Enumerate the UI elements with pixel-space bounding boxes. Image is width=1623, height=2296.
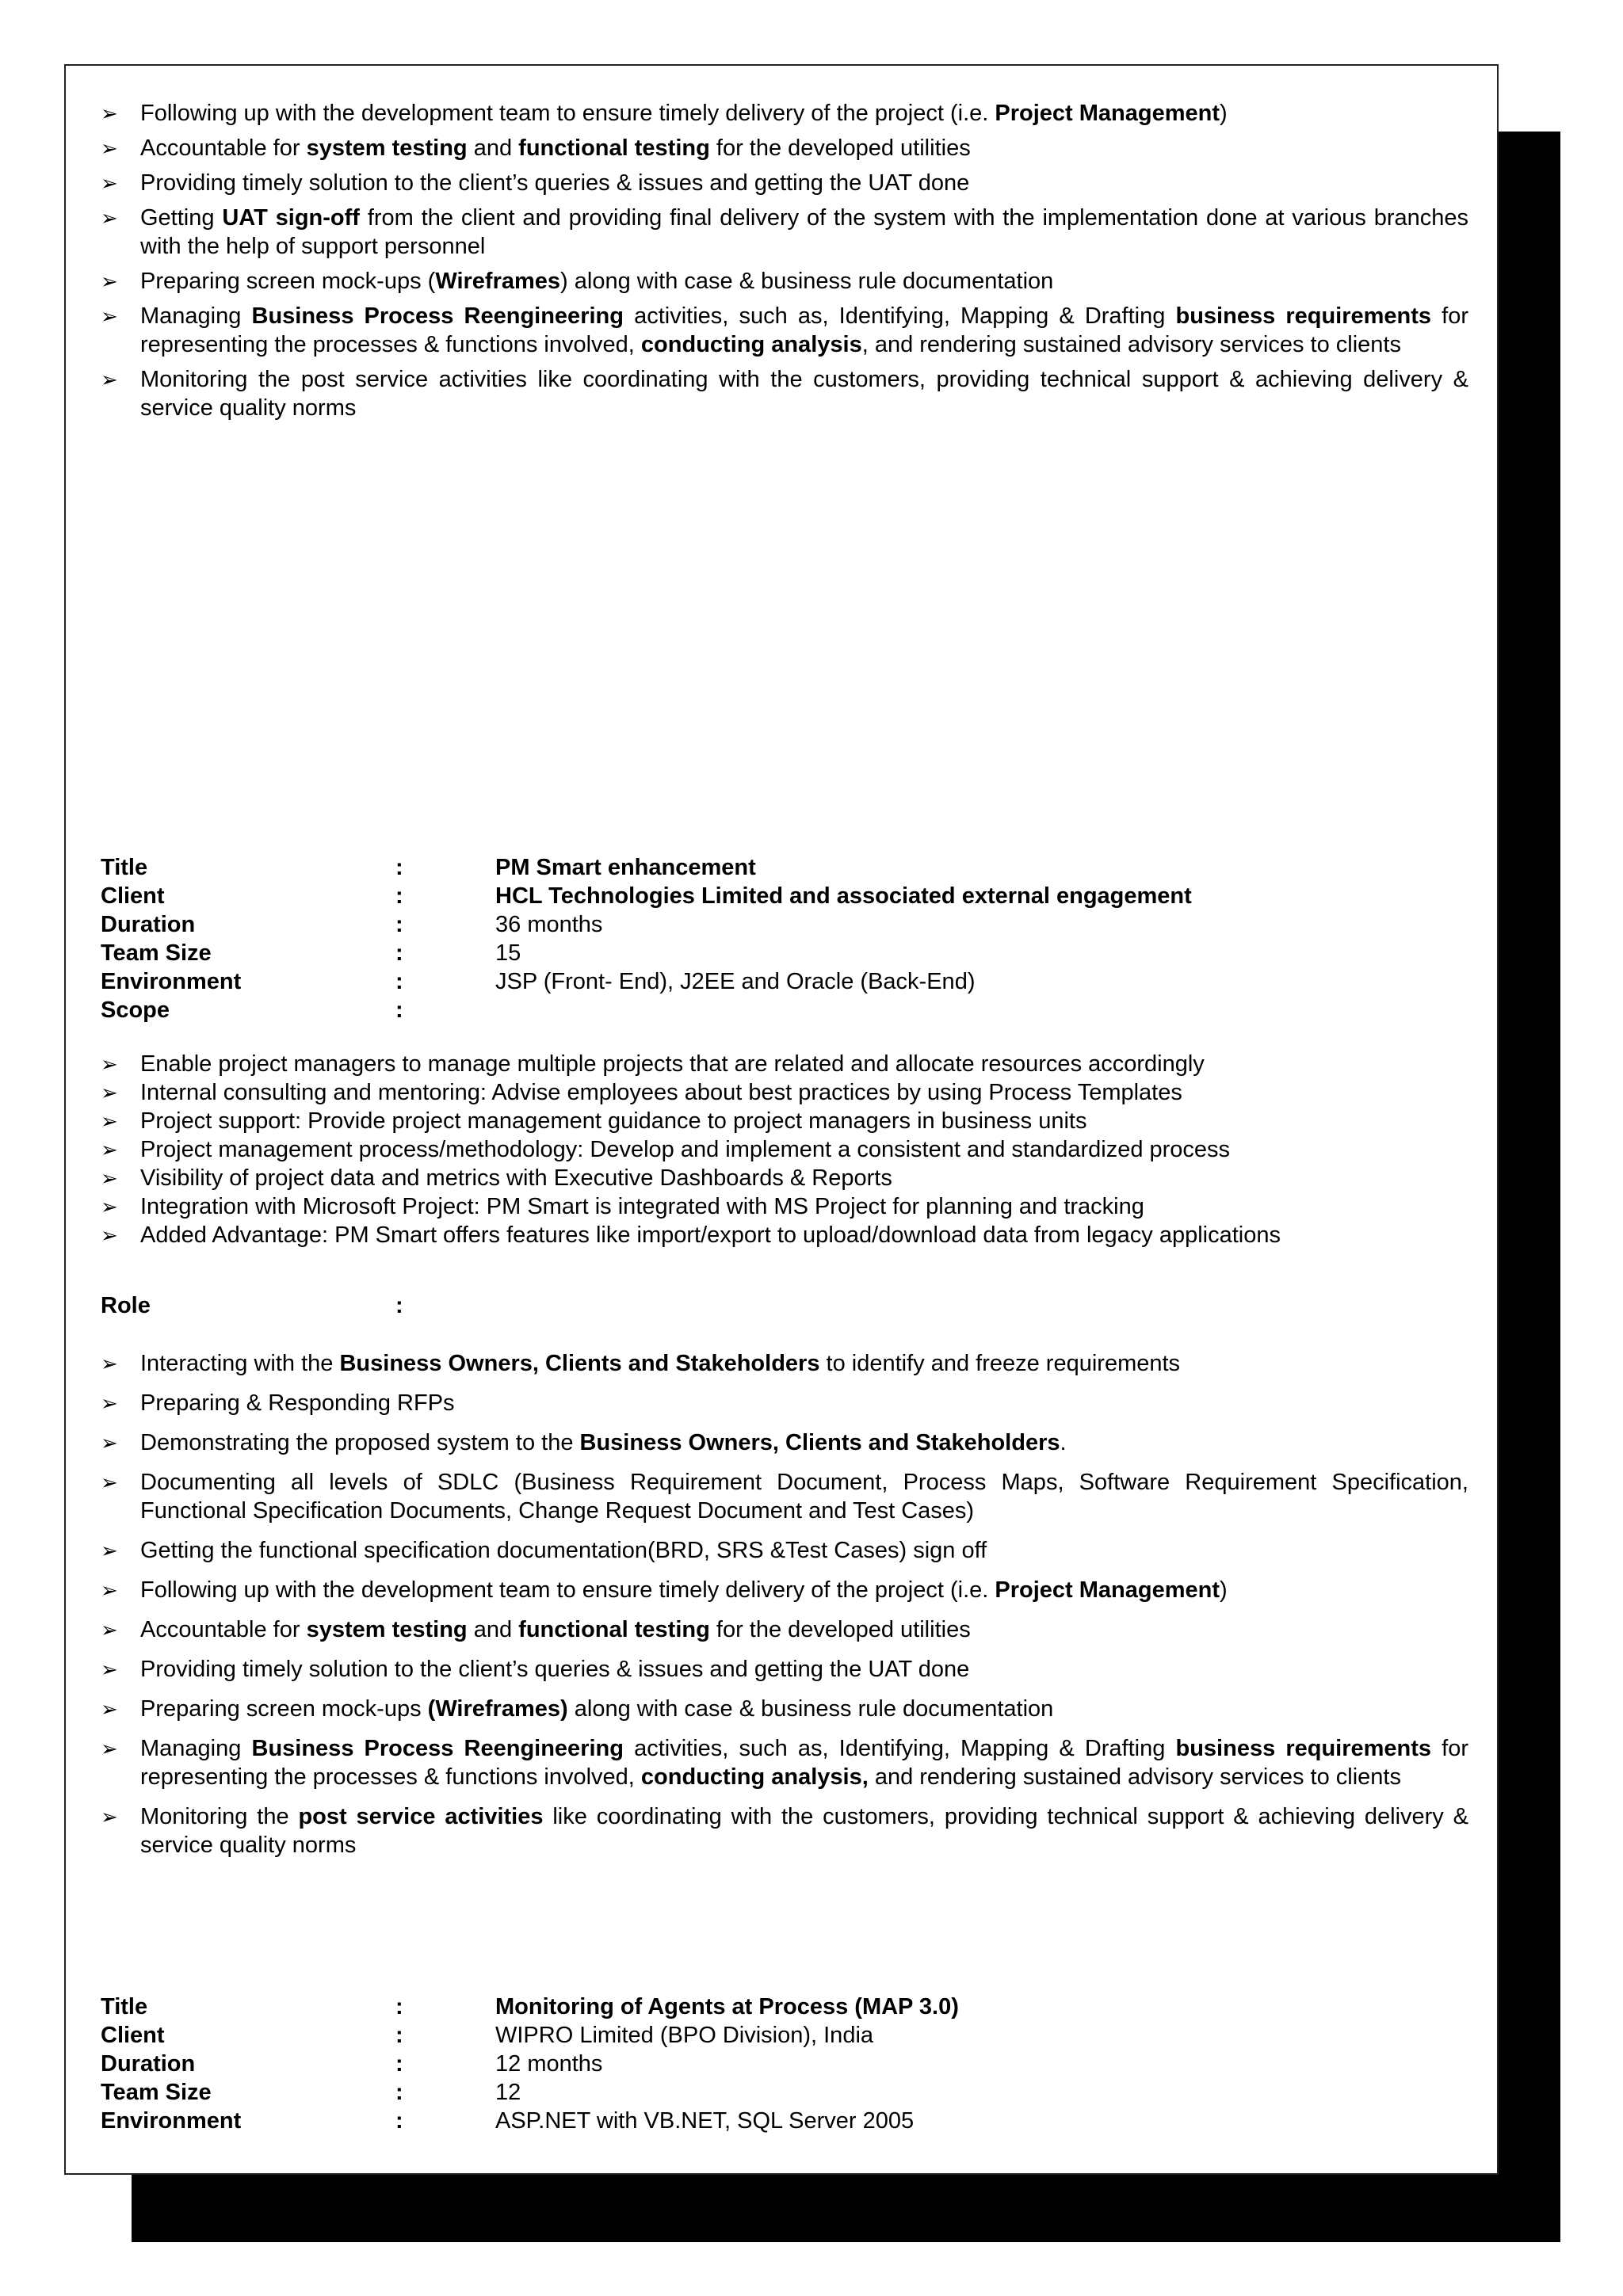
- bullet-item: [101, 1389, 1468, 1417]
- arrow-bullet-icon: ➢: [101, 1166, 118, 1190]
- text: Following up with the development team to ensure timely delivery of the project (i.e.: [140, 1577, 995, 1603]
- detail-row: [101, 1993, 959, 2021]
- text: , and rendering sustained advisory services to clients: [861, 332, 1401, 357]
- text: Getting the functional specification documentation(BRD, SRS &Test Cases) sign off: [140, 1538, 987, 1563]
- arrow-bullet-icon: ➢: [101, 1618, 118, 1642]
- detail-label: Title: [101, 1994, 148, 2019]
- text: Project support: Provide project management guidance to project managers in business units: [140, 1108, 1087, 1134]
- bold-text: Business Process Reengineering: [251, 1736, 624, 1761]
- text: to identify and freeze requirements: [819, 1351, 1181, 1376]
- detail-value: 12: [495, 2080, 521, 2105]
- bullet-item: [101, 1192, 1468, 1221]
- arrow-bullet-icon: ➢: [101, 304, 118, 328]
- bold-text: system testing: [306, 135, 468, 161]
- page-shadow-right: [1499, 132, 1560, 2242]
- text: Integration with Microsoft Project: PM Smart is integrated with MS Project for planning and tracking: [140, 1194, 1144, 1219]
- bold-text: Business Owners, Clients and Stakeholders: [339, 1351, 820, 1376]
- bullet-item: [101, 1428, 1468, 1457]
- bullet-item: [101, 134, 1468, 162]
- text: Project management process/methodology: Develop and implement a consistent and standardized process: [140, 1137, 1231, 1162]
- text: ): [1220, 101, 1228, 126]
- detail-label: Scope: [101, 997, 170, 1023]
- detail-label: Team Size: [101, 2080, 212, 2105]
- arrow-bullet-icon: ➢: [101, 1539, 118, 1562]
- arrow-bullet-icon: ➢: [101, 206, 118, 230]
- text: Managing: [140, 303, 252, 329]
- detail-colon: :: [395, 883, 403, 909]
- project-1-meta-table: [101, 853, 1192, 1024]
- detail-value: ASP.NET with VB.NET, SQL Server 2005: [495, 2108, 915, 2134]
- text: Internal consulting and mentoring: Advise employees about best practices by using Process Templates: [140, 1080, 1182, 1105]
- text: and rendering sustained advisory services to clients: [868, 1764, 1401, 1790]
- bullet-item: [101, 1221, 1468, 1249]
- arrow-bullet-icon: ➢: [101, 269, 118, 293]
- project-1-scope-list: [101, 1050, 1468, 1249]
- text: Interacting with the: [140, 1351, 340, 1376]
- detail-value: 36 months: [495, 912, 603, 937]
- text: for representing the processes & functions involved,: [140, 303, 1469, 357]
- bold-text: functional testing: [518, 135, 710, 161]
- arrow-bullet-icon: ➢: [101, 1391, 118, 1415]
- text: like coordinating with the customers, providing technical support & achieving delivery & service quality norms: [140, 1804, 1468, 1858]
- arrow-bullet-icon: ➢: [101, 1470, 118, 1494]
- role-colon: :: [395, 1293, 403, 1318]
- bold-text: conducting analysis,: [640, 1764, 869, 1790]
- detail-row: [101, 996, 1192, 1024]
- bullet-item: [101, 99, 1468, 128]
- detail-colon: :: [395, 912, 403, 937]
- detail-label: Client: [101, 883, 165, 909]
- detail-value: 12 months: [495, 2051, 603, 2077]
- text: for the developed utilities: [709, 135, 971, 161]
- bullet-item: [101, 1135, 1468, 1164]
- page-shadow-bottom: [132, 2175, 1560, 2242]
- detail-colon: :: [395, 940, 403, 966]
- detail-row: [101, 967, 1192, 996]
- detail-value: WIPRO Limited (BPO Division), India: [495, 2023, 874, 2048]
- arrow-bullet-icon: ➢: [101, 1109, 118, 1133]
- detail-value: PM Smart enhancement: [495, 855, 756, 880]
- bold-text: Wireframes: [435, 269, 561, 294]
- bold-text: functional testing: [518, 1617, 710, 1642]
- text: and: [467, 1617, 519, 1642]
- text: for representing the processes & functions involved,: [140, 1736, 1469, 1790]
- detail-colon: :: [395, 2051, 403, 2077]
- detail-value: Monitoring of Agents at Process (MAP 3.0): [495, 1994, 959, 2019]
- text: Visibility of project data and metrics with Executive Dashboards & Reports: [140, 1165, 892, 1191]
- arrow-bullet-icon: ➢: [101, 1052, 118, 1076]
- detail-label: Team Size: [101, 940, 212, 966]
- project-1-details: [101, 853, 1468, 1024]
- bullet-item: [101, 1655, 1468, 1684]
- arrow-bullet-icon: ➢: [101, 1578, 118, 1602]
- arrow-bullet-icon: ➢: [101, 101, 118, 125]
- bullet-item: [101, 1536, 1468, 1565]
- detail-label: Environment: [101, 2108, 242, 2134]
- bullet-item: [101, 1050, 1468, 1078]
- text: Preparing screen mock-ups (: [140, 269, 436, 294]
- detail-colon: :: [395, 997, 403, 1023]
- project-1-role-heading: [101, 1291, 1468, 1320]
- text: Managing: [140, 1736, 252, 1761]
- text: ) along with case & business rule documentation: [560, 269, 1054, 294]
- bullet-item: [101, 204, 1468, 261]
- detail-row: [101, 910, 1192, 939]
- detail-value: HCL Technologies Limited and associated external engagement: [495, 883, 1192, 909]
- bullet-item: [101, 1468, 1468, 1525]
- bullet-item: [101, 1734, 1468, 1791]
- arrow-bullet-icon: ➢: [101, 1195, 118, 1219]
- bold-text: Project Management: [995, 101, 1220, 126]
- text: activities, such as, Identifying, Mapping & Drafting: [623, 1736, 1176, 1761]
- text: Enable project managers to manage multiple projects that are related and allocate resources accordingly: [140, 1051, 1205, 1077]
- resume-page: [64, 64, 1499, 2175]
- bold-text: business requirements: [1175, 1736, 1432, 1761]
- text: Accountable for: [140, 1617, 307, 1642]
- bullet-item: [101, 365, 1468, 422]
- bullet-item: [101, 1695, 1468, 1723]
- arrow-bullet-icon: ➢: [101, 368, 118, 391]
- project-2-details: [101, 1993, 1468, 2135]
- text: ): [1220, 1577, 1228, 1603]
- bold-text: Business Process Reengineering: [251, 303, 624, 329]
- detail-row: [101, 939, 1192, 967]
- detail-label: Duration: [101, 912, 196, 937]
- detail-label: Environment: [101, 969, 242, 994]
- detail-value: JSP (Front- End), J2EE and Oracle (Back-End): [495, 969, 976, 994]
- text: for the developed utilities: [709, 1617, 971, 1642]
- detail-label: Client: [101, 2023, 165, 2048]
- detail-row: [101, 2021, 959, 2050]
- text: Monitoring the: [140, 1804, 299, 1829]
- bullet-item: [101, 1576, 1468, 1604]
- bold-text: UAT sign-off: [222, 205, 360, 231]
- text: Preparing screen mock-ups: [140, 1696, 428, 1722]
- text: Added Advantage: PM Smart offers features like import/export to upload/download data from legacy applications: [140, 1222, 1281, 1248]
- arrow-bullet-icon: ➢: [101, 1657, 118, 1681]
- role-label: Role: [101, 1293, 151, 1318]
- bold-text: post service activities: [298, 1804, 544, 1829]
- project-2-meta-table: [101, 1993, 959, 2135]
- detail-colon: :: [395, 2080, 403, 2105]
- text: along with case & business rule documentation: [567, 1696, 1054, 1722]
- arrow-bullet-icon: ➢: [101, 1223, 118, 1247]
- bullet-item: [101, 1164, 1468, 1192]
- detail-row: [101, 2050, 959, 2078]
- detail-colon: :: [395, 969, 403, 994]
- bullet-item: [101, 1615, 1468, 1644]
- bullet-item: [101, 1349, 1468, 1378]
- text: Accountable for: [140, 135, 307, 161]
- arrow-bullet-icon: ➢: [101, 1431, 118, 1455]
- detail-colon: :: [395, 1994, 403, 2019]
- detail-row: [101, 853, 1192, 882]
- bullet-item: [101, 1107, 1468, 1135]
- detail-row: [101, 2078, 959, 2107]
- text: Providing timely solution to the client’s queries & issues and getting the UAT done: [140, 1657, 970, 1682]
- arrow-bullet-icon: ➢: [101, 1352, 118, 1375]
- project-1-role-list: [101, 1349, 1468, 1871]
- bullet-item: [101, 302, 1468, 359]
- text: Providing timely solution to the client’s queries & issues and getting the UAT done: [140, 170, 970, 196]
- detail-colon: :: [395, 2108, 403, 2134]
- arrow-bullet-icon: ➢: [101, 171, 118, 195]
- text: and: [467, 135, 519, 161]
- bullet-item: [101, 169, 1468, 197]
- bold-text: business requirements: [1175, 303, 1432, 329]
- arrow-bullet-icon: ➢: [101, 136, 118, 160]
- bold-text: (Wireframes): [427, 1696, 568, 1722]
- bullet-item: [101, 1078, 1468, 1107]
- detail-label: Duration: [101, 2051, 196, 2077]
- bold-text: system testing: [306, 1617, 468, 1642]
- text: Following up with the development team to ensure timely delivery of the project (i.e.: [140, 101, 995, 126]
- text: .: [1060, 1430, 1067, 1455]
- arrow-bullet-icon: ➢: [101, 1805, 118, 1829]
- detail-row: [101, 2107, 959, 2135]
- text: activities, such as, Identifying, Mapping & Drafting: [623, 303, 1176, 329]
- arrow-bullet-icon: ➢: [101, 1138, 118, 1161]
- detail-label: Title: [101, 855, 148, 880]
- bullet-item: [101, 267, 1468, 296]
- bold-text: conducting analysis: [640, 332, 862, 357]
- responsibilities-list-1: [101, 99, 1468, 429]
- bold-text: Project Management: [995, 1577, 1220, 1603]
- text: Documenting all levels of SDLC (Business Requirement Document, Process Maps, Software Requirement Specification, Functional Specification Documents, Change Request Document and Test Cases): [140, 1470, 1468, 1524]
- bullet-item: [101, 1802, 1468, 1859]
- detail-row: [101, 882, 1192, 910]
- detail-value: [495, 996, 1192, 1024]
- text: Getting: [140, 205, 223, 231]
- text: from the client and providing final delivery of the system with the implementation done at various branches with the help of support personnel: [140, 205, 1468, 259]
- detail-colon: :: [395, 2023, 403, 2048]
- text: Preparing & Responding RFPs: [140, 1390, 455, 1416]
- bold-text: Business Owners, Clients and Stakeholders: [579, 1430, 1060, 1455]
- detail-colon: :: [395, 855, 403, 880]
- detail-value: 15: [495, 940, 521, 966]
- arrow-bullet-icon: ➢: [101, 1081, 118, 1104]
- text: Demonstrating the proposed system to the: [140, 1430, 580, 1455]
- arrow-bullet-icon: ➢: [101, 1737, 118, 1760]
- arrow-bullet-icon: ➢: [101, 1697, 118, 1721]
- text: Monitoring the post service activities like coordinating with the customers, providing technical support & achieving delivery & service quality norms: [140, 367, 1468, 421]
